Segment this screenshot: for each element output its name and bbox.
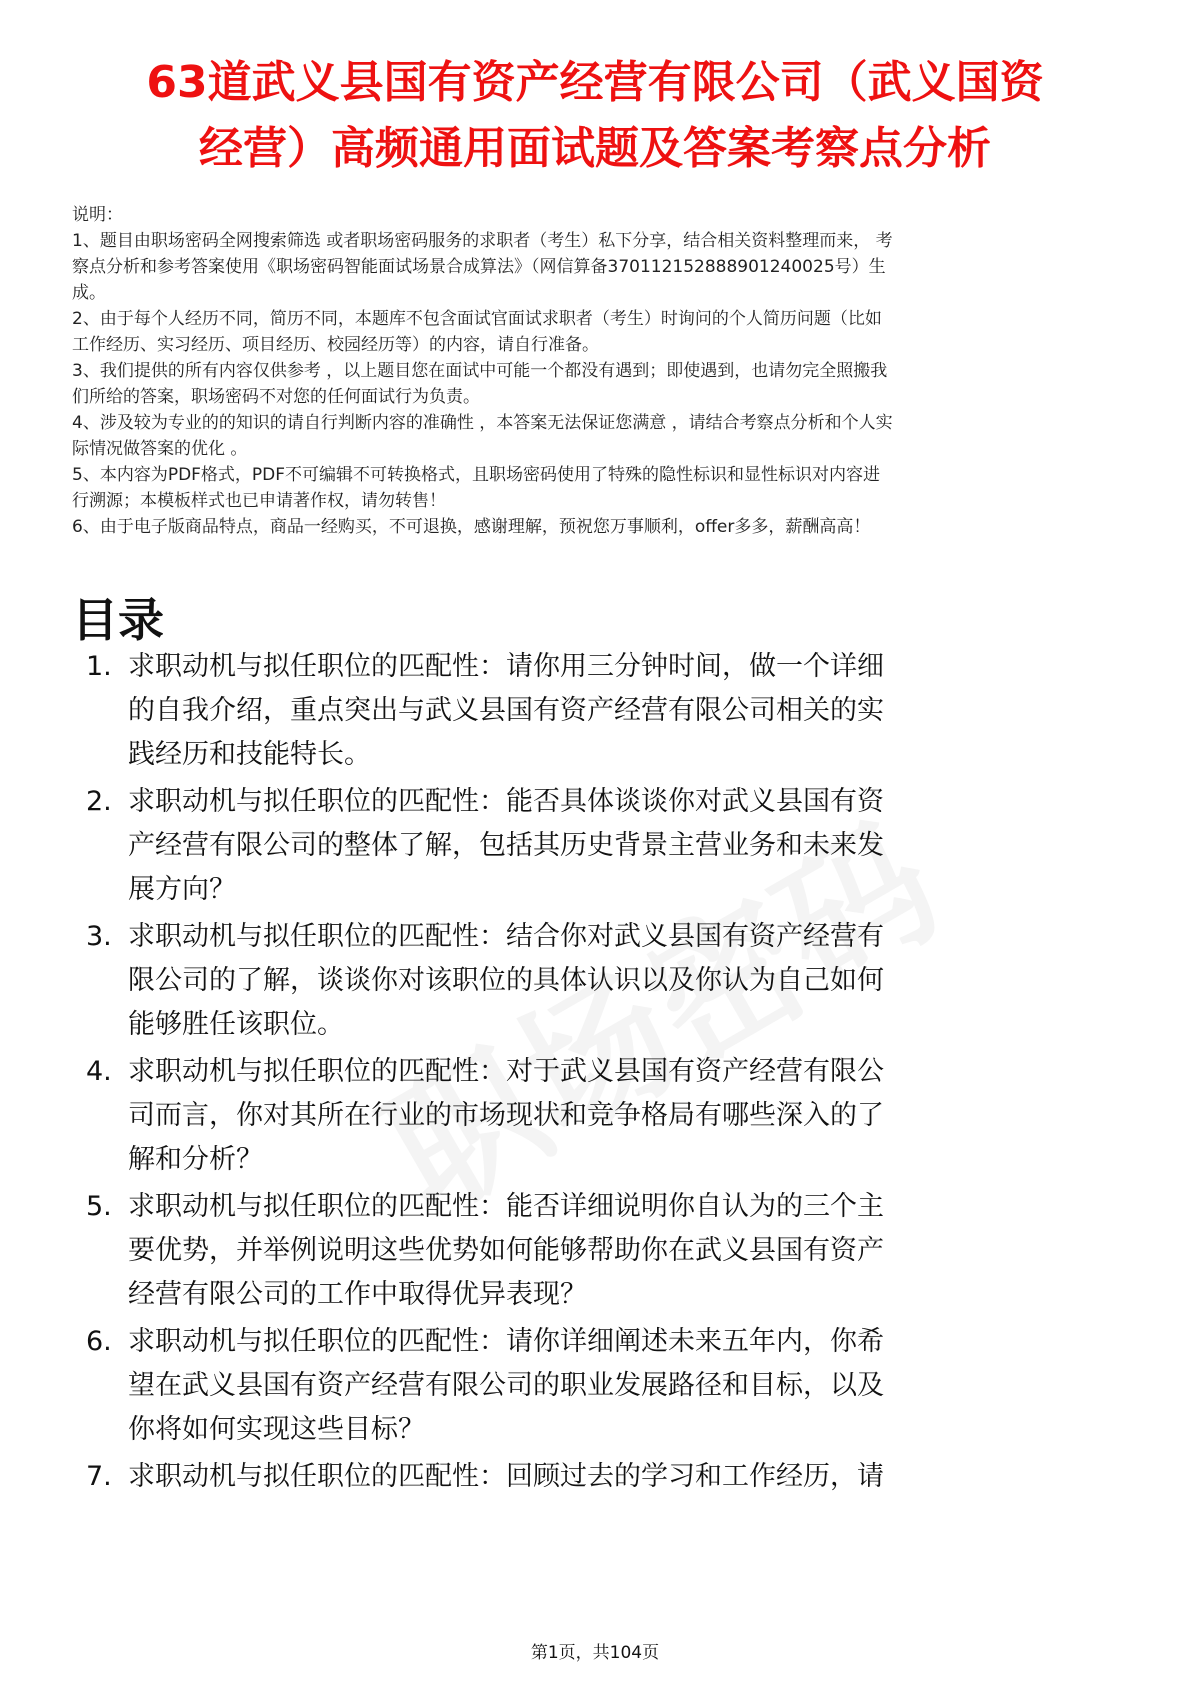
toc-item-line: 望在武义县国有资产经营有限公司的职业发展路径和目标，以及 — [128, 1370, 884, 1401]
toc-item-number: 1. — [86, 651, 112, 682]
toc-item-number: 3. — [86, 921, 112, 952]
toc-item-text — [128, 780, 1128, 912]
document-title — [80, 50, 1110, 182]
notes-line: 2、由于每个人经历不同，简历不同，本题库不包含面试官面试求职者（考生）时询问的个人简历问题（比如 — [72, 309, 882, 329]
toc-item-line: 践经历和技能特长。 — [128, 739, 371, 770]
toc-item-line: 求职动机与拟任职位的匹配性：请你用三分钟时间，做一个详细 — [128, 651, 884, 682]
toc-heading: 目录 — [72, 593, 164, 647]
toc-item-text — [128, 915, 1128, 1047]
notes-line: 工作经历、实习经历、项目经历、校园经历等）的内容，请自行准备。 — [72, 335, 599, 355]
toc-item-line: 司而言，你对其所在行业的市场现状和竞争格局有哪些深入的了 — [128, 1100, 884, 1131]
notes-line: 6、由于电子版商品特点，商品一经购买，不可退换，感谢理解，预祝您万事顺利，offer多多，薪酬高高！ — [72, 517, 871, 537]
toc-item-line: 要优势，并举例说明这些优势如何能够帮助你在武义县国有资产 — [128, 1235, 884, 1266]
title-line: 经营）高频通用面试题及答案考察点分析 — [199, 123, 991, 174]
toc-item-number: 5. — [86, 1191, 112, 1222]
notes-line: 4、涉及较为专业的的知识的请自行判断内容的准确性 ，本答案无法保证您满意 ，请结合考察点分析和个人实 — [72, 413, 893, 433]
notes-line: 际情况做答案的优化 。 — [72, 439, 248, 459]
toc-item-line: 限公司的了解，谈谈你对该职位的具体认识以及你认为自己如何 — [128, 965, 884, 996]
notes-line: 5、本内容为PDF格式，PDF不可编辑不可转换格式，且职场密码使用了特殊的隐性标识和显性标识对内容进 — [72, 465, 881, 485]
notes-line: 成。 — [72, 283, 106, 303]
notes-line: 们所给的答案，职场密码不对您的任何面试行为负责。 — [72, 387, 480, 407]
toc-item-number: 2. — [86, 786, 112, 817]
toc-item-text — [128, 1050, 1128, 1182]
toc-item-line: 产经营有限公司的整体了解，包括其历史背景主营业务和未来发 — [128, 830, 884, 861]
toc-item-number: 4. — [86, 1056, 112, 1087]
toc-item-line: 展方向？ — [128, 874, 236, 905]
notes-line: 察点分析和参考答案使用《职场密码智能面试场景合成算法》（网信算备370112152888901240025号）生 — [72, 257, 886, 277]
toc-item-line: 的自我介绍，重点突出与武义县国有资产经营有限公司相关的实 — [128, 695, 884, 726]
notes-line: 3、我们提供的所有内容仅供参考 ，以上题目您在面试中可能一个都没有遇到；即使遇到，也请勿完全照搬我 — [72, 361, 888, 381]
toc-item-text — [128, 1455, 1128, 1499]
notes-line: 行溯源；本模板样式也已申请著作权，请勿转售！ — [72, 491, 446, 511]
toc-item-line: 经营有限公司的工作中取得优异表现？ — [128, 1279, 587, 1310]
notes-line: 1、题目由职场密码全网搜索筛选 或者职场密码服务的求职者（考生）私下分享，结合相关资料整理而来， 考 — [72, 231, 893, 251]
toc-item-line: 求职动机与拟任职位的匹配性：回顾过去的学习和工作经历，请 — [128, 1461, 884, 1492]
disclaimer-notes — [72, 202, 1122, 540]
toc-item-text — [128, 645, 1128, 777]
toc-item-line: 求职动机与拟任职位的匹配性：能否具体谈谈你对武义县国有资 — [128, 786, 884, 817]
toc-item-line: 求职动机与拟任职位的匹配性：对于武义县国有资产经营有限公 — [128, 1056, 884, 1087]
toc-item-number: 7. — [86, 1461, 112, 1492]
toc-item-text — [128, 1320, 1128, 1452]
toc-item-line: 你将如何实现这些目标？ — [128, 1414, 425, 1445]
toc-item-line: 解和分析？ — [128, 1144, 263, 1175]
title-line: 63道武义县国有资产经营有限公司（武义国资 — [146, 57, 1044, 108]
toc-item-number: 6. — [86, 1326, 112, 1357]
toc-item-line: 求职动机与拟任职位的匹配性：结合你对武义县国有资产经营有 — [128, 921, 884, 952]
toc-item-line: 求职动机与拟任职位的匹配性：请你详细阐述未来五年内，你希 — [128, 1326, 884, 1357]
page-footer: 第1页，共104页 — [530, 1643, 660, 1663]
toc-item-text — [128, 1185, 1128, 1317]
toc-item-line: 能够胜任该职位。 — [128, 1009, 344, 1040]
notes-line: 说明： — [72, 205, 123, 225]
toc-item-line: 求职动机与拟任职位的匹配性：能否详细说明你自认为的三个主 — [128, 1191, 884, 1222]
